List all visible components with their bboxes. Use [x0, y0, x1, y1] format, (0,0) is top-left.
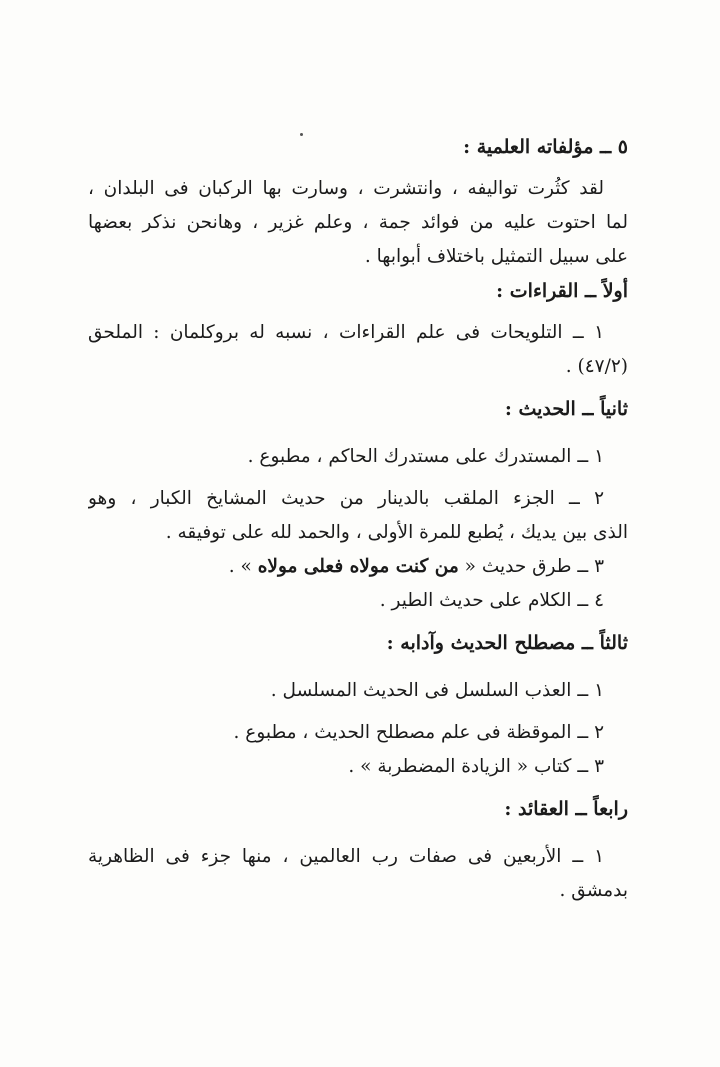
- section-heading: ٥ ــ مؤلفاته العلمية :: [463, 136, 628, 158]
- item-creeds-1-line-2: بدمشق .: [559, 880, 628, 901]
- item-hadith-1: ١ ــ المستدرك على مستدرك الحاكم ، مطبوع .: [247, 446, 604, 467]
- item-hadith-3-post: » .: [228, 556, 258, 577]
- item-hadith-2-line-2: الذى بين يديك ، يُطبع للمرة الأولى ، والحمد لله على توفيقه .: [165, 522, 628, 543]
- item-hadith-3: [88, 550, 628, 584]
- item-hadith-3-title: من كنت مولاه فعلى مولاه: [257, 556, 459, 577]
- item-hadith-2-line-1: ٢ ــ الجزء الملقب بالدينار من حديث المشايخ الكبار ، وهو: [88, 488, 604, 509]
- category-heading-terminology: ثالثاً ــ مصطلح الحديث وآدابه :: [386, 632, 628, 654]
- item-creeds-1-line-1: ١ ــ الأربعين فى صفات رب العالمين ، منها جزء فى الظاهرية: [88, 846, 604, 867]
- intro-line-1: لقد كثُرت تواليفه ، وانتشرت ، وسارت بها الركبان فى البلدان ،: [88, 178, 604, 199]
- item-hadith-4: ٤ ــ الكلام على حديث الطير .: [379, 590, 604, 611]
- intro-line-3: على سبيل التمثيل باختلاف أبوابها .: [364, 246, 628, 267]
- item-readings-1-line-1: ١ ــ التلويحات فى علم القراءات ، نسبه له بروكلمان : الملحق: [88, 322, 604, 343]
- item-terminology-1: ١ ــ العذب السلسل فى الحديث المسلسل .: [270, 680, 604, 701]
- category-heading-hadith: ثانياً ــ الحديث :: [504, 398, 628, 420]
- category-heading-creeds: رابعاً ــ العقائد :: [504, 798, 628, 820]
- item-hadith-3-pre: ٣ ــ طرق حديث «: [458, 556, 604, 577]
- item-terminology-2: ٢ ــ الموقظة فى علم مصطلح الحديث ، مطبوع .: [233, 722, 604, 743]
- item-readings-1-line-2: (٤٧/٢) .: [565, 356, 628, 377]
- item-terminology-3: ٣ ــ كتاب « الزيادة المضطربة » .: [348, 756, 604, 777]
- document-page: [88, 130, 628, 908]
- intro-line-2: لما احتوت عليه من فوائد جمة ، وعلم غزير ، وهانحن نذكر بعضها: [88, 212, 628, 233]
- category-heading-readings: أولاً ــ القراءات :: [496, 280, 628, 302]
